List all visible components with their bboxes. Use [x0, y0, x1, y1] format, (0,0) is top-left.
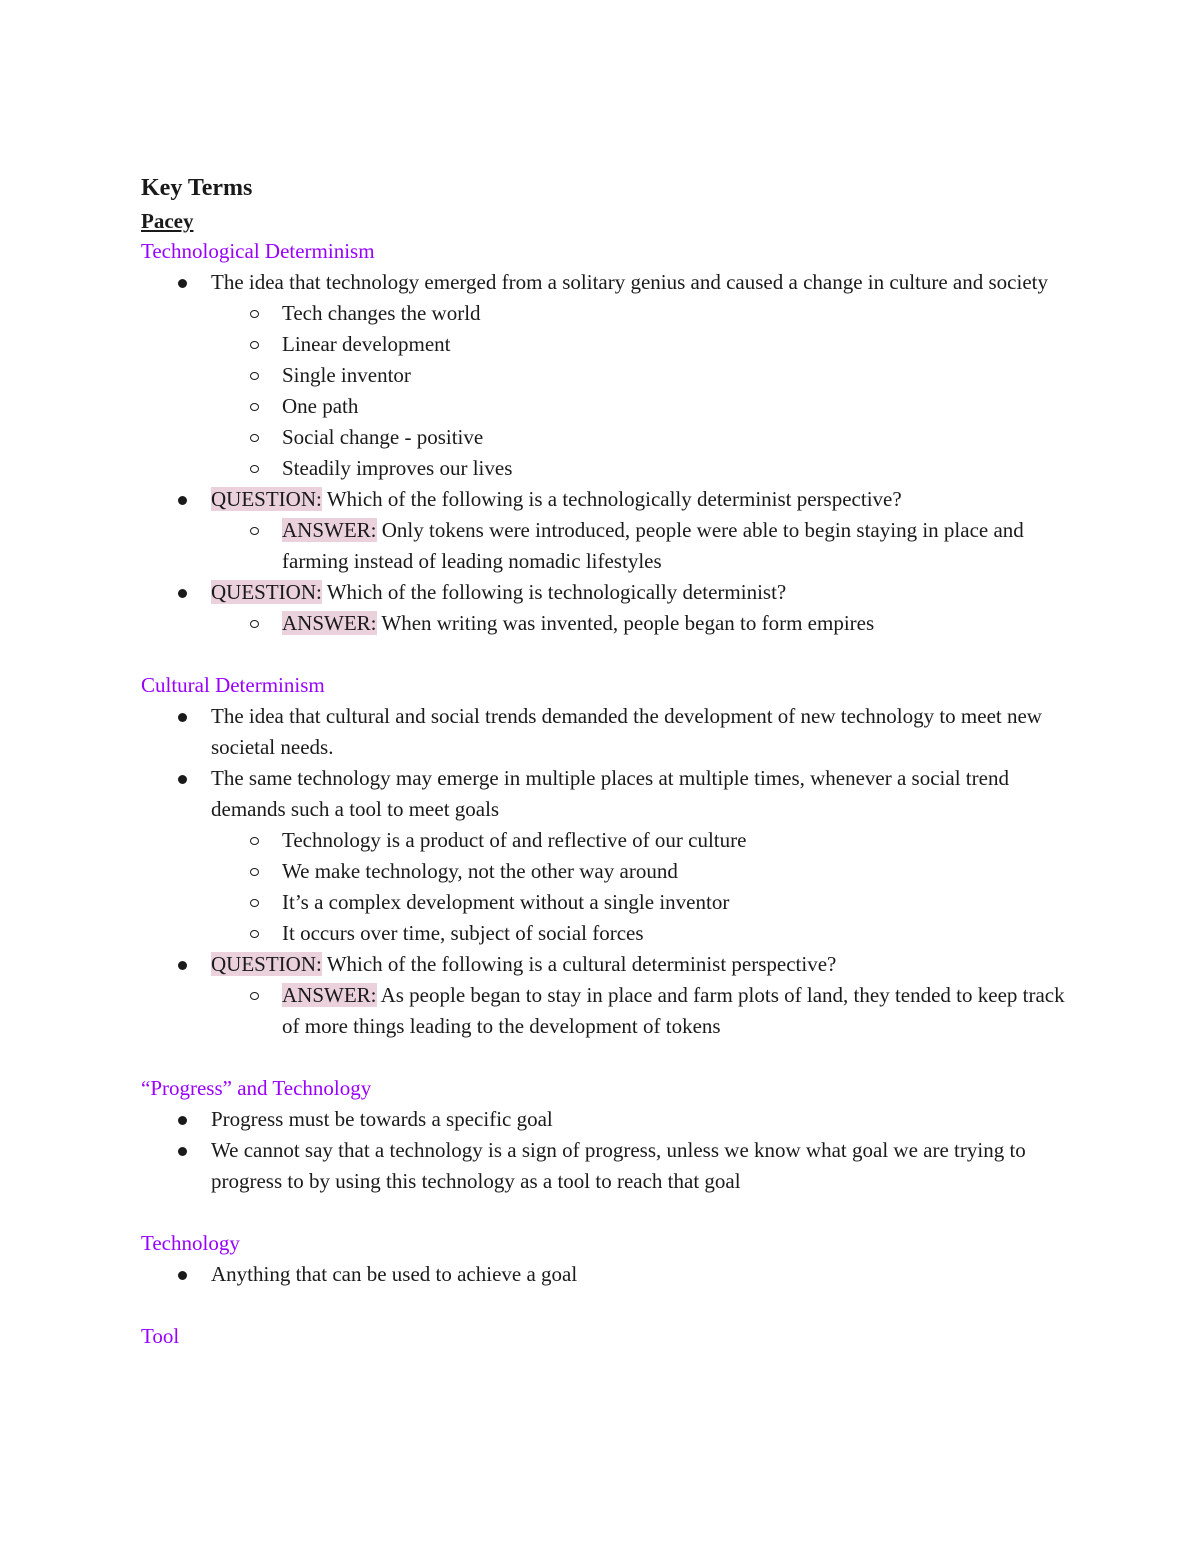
sub-list-item	[141, 422, 1071, 453]
list-item	[141, 267, 1071, 298]
question-text: Which of the following is technologically determinist?	[321, 580, 787, 604]
term-heading: Technology	[141, 1231, 240, 1255]
term-heading: Tool	[141, 1324, 180, 1348]
list-item	[141, 701, 1071, 763]
sub-list-item	[141, 825, 1071, 856]
term-heading: Cultural Determinism	[141, 673, 325, 697]
answer-item	[141, 608, 1071, 639]
question-item	[141, 577, 1071, 608]
answer-item	[141, 515, 1071, 577]
sub-list-item	[141, 360, 1071, 391]
sub-item-text: Linear development	[282, 332, 451, 356]
hollow-bullet-icon	[250, 465, 259, 473]
list-item-text: The idea that cultural and social trends demanded the development of new technology to meet new societal needs.	[211, 704, 1042, 759]
list-item-text: We cannot say that a technology is a sign of progress, unless we know what goal we are trying to progress to by using this technology as a tool to reach that goal	[211, 1138, 1026, 1193]
hollow-bullet-icon	[250, 992, 259, 1000]
sub-item-text: Steadily improves our lives	[282, 456, 513, 480]
sub-item-text: We make technology, not the other way around	[282, 859, 678, 883]
question-label: QUESTION:	[211, 487, 322, 511]
bullet-list	[141, 1104, 1071, 1197]
hollow-bullet-icon	[250, 372, 259, 380]
list-item-text: Anything that can be used to achieve a goal	[211, 1262, 578, 1286]
list-item	[141, 1135, 1071, 1197]
bullet-icon	[178, 775, 187, 784]
hollow-bullet-icon	[250, 899, 259, 907]
bullet-icon	[178, 279, 187, 288]
list-item	[141, 1104, 1071, 1135]
sub-list-item	[141, 329, 1071, 360]
sub-list-item	[141, 856, 1071, 887]
document-body	[141, 172, 1071, 1352]
hollow-bullet-icon	[250, 403, 259, 411]
sub-list-item	[141, 298, 1071, 329]
bullet-icon	[178, 496, 187, 505]
hollow-bullet-icon	[250, 837, 259, 845]
sub-item-text: One path	[282, 394, 359, 418]
answer-text: As people began to stay in place and farm plots of land, they tended to keep track of more things leading to the development of tokens	[282, 983, 1065, 1038]
sub-item-text: Single inventor	[282, 363, 411, 387]
term-heading: “Progress” and Technology	[141, 1076, 372, 1100]
sub-item-text: It occurs over time, subject of social forces	[282, 921, 644, 945]
answer-item	[141, 980, 1071, 1042]
answer-text: Only tokens were introduced, people were able to begin staying in place and farming instead of leading nomadic lifestyles	[282, 518, 1024, 573]
hollow-bullet-icon	[250, 620, 259, 628]
sub-list-item	[141, 887, 1071, 918]
section-author-heading: Pacey	[141, 209, 194, 233]
sub-item-text: Technology is a product of and reflective of our culture	[282, 828, 747, 852]
sub-list-item	[141, 453, 1071, 484]
list-item	[141, 763, 1071, 825]
page-title: Key Terms	[141, 175, 253, 201]
question-label: QUESTION:	[211, 580, 322, 604]
list-item-text: The idea that technology emerged from a solitary genius and caused a change in culture and society	[211, 270, 1048, 294]
hollow-bullet-icon	[250, 527, 259, 535]
bullet-list	[141, 701, 1071, 1042]
answer-text: When writing was invented, people began to form empires	[376, 611, 875, 635]
sub-item-text: It’s a complex development without a single inventor	[282, 890, 730, 914]
sub-item-text: Social change - positive	[282, 425, 484, 449]
term-heading: Technological Determinism	[141, 239, 375, 263]
spacer	[141, 1042, 1071, 1073]
hollow-bullet-icon	[250, 341, 259, 349]
sub-list-item	[141, 391, 1071, 422]
list-item-text: The same technology may emerge in multiple places at multiple times, whenever a social trend demands such a tool to meet goals	[211, 766, 1009, 821]
question-item	[141, 484, 1071, 515]
bullet-list	[141, 267, 1071, 639]
hollow-bullet-icon	[250, 868, 259, 876]
hollow-bullet-icon	[250, 310, 259, 318]
bullet-icon	[178, 1147, 187, 1156]
question-text: Which of the following is a cultural determinist perspective?	[321, 952, 837, 976]
spacer	[141, 1290, 1071, 1321]
question-text: Which of the following is a technologically determinist perspective?	[321, 487, 902, 511]
bullet-icon	[178, 1116, 187, 1125]
answer-label: ANSWER:	[282, 518, 377, 542]
hollow-bullet-icon	[250, 930, 259, 938]
bullet-icon	[178, 961, 187, 970]
answer-label: ANSWER:	[282, 983, 377, 1007]
bullet-icon	[178, 1271, 187, 1280]
answer-label: ANSWER:	[282, 611, 377, 635]
question-item	[141, 949, 1071, 980]
bullet-icon	[178, 713, 187, 722]
list-item-text: Progress must be towards a specific goal	[211, 1107, 553, 1131]
hollow-bullet-icon	[250, 434, 259, 442]
sub-list-item	[141, 918, 1071, 949]
sub-item-text: Tech changes the world	[282, 301, 481, 325]
spacer	[141, 639, 1071, 670]
spacer	[141, 1197, 1071, 1228]
question-label: QUESTION:	[211, 952, 322, 976]
list-item	[141, 1259, 1071, 1290]
bullet-icon	[178, 589, 187, 598]
bullet-list	[141, 1259, 1071, 1290]
